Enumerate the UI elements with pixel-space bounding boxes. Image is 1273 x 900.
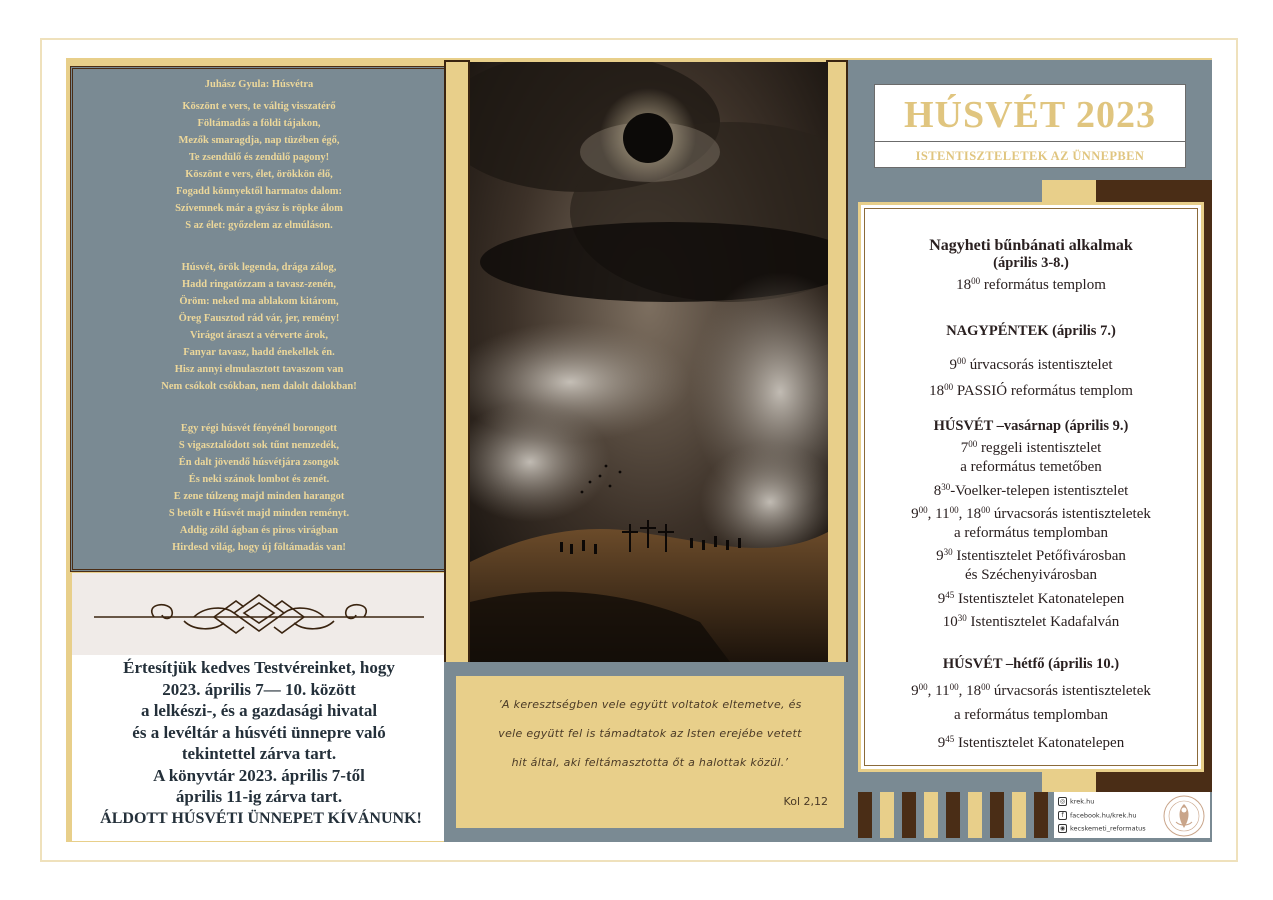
poem-line: Köszönt e vers, te váltig visszatérő	[182, 101, 336, 112]
instagram-icon: ◉	[1059, 825, 1066, 832]
poem-line: Szívemnek már a gyász is röpke álom	[175, 203, 343, 214]
poem-line: S vigasztalódott sok tűnt nemzedék,	[178, 440, 340, 451]
easter-monday-item: $9^{00}$, $11^{00}$, $18^{00}$ úrvacsorás istentiszteletek	[911, 682, 1151, 700]
title-divider	[875, 141, 1185, 142]
center-right-strip	[826, 60, 848, 664]
stripe	[924, 792, 938, 838]
facebook-icon: f	[1058, 811, 1067, 820]
instagram-contact[interactable]: ◉ kecskemeti_reformatus	[1059, 824, 1146, 833]
verse-line: hit által, aki feltámasztotta őt a halottak közül.’	[511, 756, 789, 769]
easter-sunday-item: $9^{00}$, $11^{00}$, $18^{00}$ úrvacsorás istentiszteletek	[911, 504, 1151, 522]
poem-line: Mezők smaragdja, nap tüzében égő,	[178, 135, 340, 146]
website-contact[interactable]: ◎ krek.hu	[1059, 797, 1095, 806]
accent-strip-gold	[1042, 180, 1096, 202]
poem-line: Addig zöld ágban és piros virágban	[179, 525, 339, 536]
easter-monday-item: a református templomban	[953, 707, 1109, 724]
notice-line: április 11-ig zárva tart.	[175, 787, 343, 806]
notice-line: 2023. április 7— 10. között	[162, 679, 356, 699]
easter-artwork-image	[470, 62, 828, 662]
stripe	[1034, 792, 1048, 838]
poem-stanza-3	[81, 420, 437, 556]
accent-strip-brown	[1096, 180, 1212, 202]
poem-line: Egy régi húsvét fényénél borongott	[180, 423, 338, 434]
stripe	[946, 792, 960, 838]
poem-line: Én dalt jövendő húsvétjára zsongok	[178, 457, 340, 468]
poem-line: Öreg Fausztod rád vár, jer, remény!	[178, 313, 340, 324]
notice-line: A könyvtár 2023. április 7-től	[153, 765, 365, 785]
easter-blessing: ÁLDOTT HÚSVÉTI ÜNNEPET KÍVÁNUNK!	[100, 809, 422, 827]
easter-sunday-item: $10^{30}$ Istentisztelet Kadafalván	[942, 612, 1120, 630]
notice-line: a lelkészi-, és a gazdasági hivatal	[140, 701, 378, 720]
poem-line: S az élet: győzelem az elmúláson.	[185, 220, 333, 231]
poem-line: Hirdesd világ, hogy új föltámadás van!	[172, 542, 346, 553]
poem-line: Köszönt e vers, élet, örökkön élő,	[185, 169, 333, 180]
facebook-contact[interactable]: f facebook.hu/krek.hu	[1058, 811, 1137, 820]
stripe	[990, 792, 1004, 838]
easter-sunday-heading: HÚSVÉT –vasárnap (április 9.)	[933, 418, 1129, 435]
verse-reference: Kol 2,12	[783, 795, 828, 808]
notice-line: tekintettel zárva tart.	[181, 744, 337, 763]
easter-sunday-item: a református templomban	[953, 525, 1109, 542]
good-friday-item: $18^{00}$ PASSIÓ református templom	[929, 382, 1133, 400]
center-left-strip	[444, 60, 470, 664]
easter-sunday-item: $9^{45}$ Istentisztelet Katonatelepen	[937, 589, 1125, 607]
poem-line: És neki szánok lombot és zenét.	[188, 474, 330, 485]
holy-week-dates: (április 3-8.)	[993, 255, 1069, 271]
ornament-panel	[72, 573, 446, 655]
easter-monday-heading: HÚSVÉT –hétfő (április 10.)	[942, 656, 1120, 673]
accent-strip-brown-bottom	[1096, 772, 1212, 792]
easter-monday-item: $9^{45}$ Istentisztelet Katonatelepen	[937, 734, 1125, 752]
easter-sunday-item: és Széchenyivárosban	[964, 567, 1098, 584]
notice-line: és a levéltár a húsvéti ünnepre való	[132, 722, 386, 742]
poem-line: Nem csókolt csókban, nem dalolt dalokban!	[161, 381, 357, 392]
easter-sunday-item: $7^{00}$ reggeli istentisztelet	[960, 439, 1102, 457]
easter-sunday-item: $9^{30}$ Istentisztelet Petőfivárosban	[936, 547, 1126, 565]
good-friday-heading: NAGYPÉNTEK (április 7.)	[946, 323, 1116, 340]
poem-line: Fogadd könnyektől harmatos dalom:	[176, 186, 342, 197]
office-closure-notice	[72, 655, 446, 841]
stripe	[858, 792, 872, 838]
easter-sunday-item: $8^{30}-Voelker$-telepen istentisztelet	[933, 481, 1129, 499]
stripe	[968, 792, 982, 838]
page-title: HÚSVÉT 2023	[903, 94, 1157, 136]
poem-line: E zene túlzeng majd minden harangot	[173, 491, 345, 502]
poem-line: S betölt e Húsvét majd minden reményt.	[168, 508, 350, 519]
globe-icon: ◎	[1059, 798, 1066, 805]
poem-line: Húsvét, örök legenda, drága zálog,	[181, 262, 337, 273]
church-seal-logo-icon	[1150, 792, 1210, 840]
poem-line: Föltámadás a földi tájakon,	[197, 118, 321, 129]
good-friday-item: $9^{00}$ úrvacsorás istentisztelet	[949, 356, 1113, 374]
stripe	[880, 792, 894, 838]
poem-line: Öröm: neked ma ablakom kitárom,	[179, 296, 339, 307]
holy-week-heading: Nagyheti bűnbánati alkalmak	[929, 237, 1133, 254]
accent-side-bar	[1204, 202, 1212, 772]
poem-line: Fanyar tavasz, hadd énekellek én.	[183, 347, 335, 358]
service-schedule	[858, 202, 1204, 772]
poem-line: Virágot áraszt a vérverte árok,	[190, 330, 328, 341]
poem-box	[70, 66, 448, 572]
storm-calvary-illustration	[470, 62, 828, 662]
poem-line: Hisz annyi elmulasztott tavaszom van	[174, 364, 344, 375]
holy-week-time: $18^{00}$ református templom	[956, 276, 1106, 293]
stripe	[1012, 792, 1026, 838]
poem-stanza-2	[81, 259, 437, 395]
verse-line: vele együtt fel is támadtatok az Isten erejébe vetett	[498, 727, 802, 740]
poem-stanza-1	[81, 98, 437, 234]
decorative-stripes	[858, 792, 1048, 838]
poem-title: Juhász Gyula: Húsvétra	[204, 79, 314, 90]
verse-line: ’A keresztségben vele együtt voltatok eltemetve, és	[498, 698, 802, 711]
accent-strip-gold-bottom	[1042, 772, 1096, 792]
poem-line: Te zsendülő és zendülő pagony!	[188, 152, 330, 163]
page-subtitle: ISTENTISZTELETEK AZ ÜNNEPBEN	[915, 149, 1145, 163]
poem-line: Hadd ringatózzam a tavasz-zenén,	[182, 279, 336, 290]
stripe	[902, 792, 916, 838]
title-box	[874, 84, 1186, 168]
ornament-divider-icon	[84, 581, 434, 641]
bible-verse-box	[456, 676, 844, 828]
notice-line: Értesítjük kedves Testvéreinket, hogy	[123, 658, 395, 677]
easter-sunday-item: a református temetőben	[960, 459, 1102, 476]
